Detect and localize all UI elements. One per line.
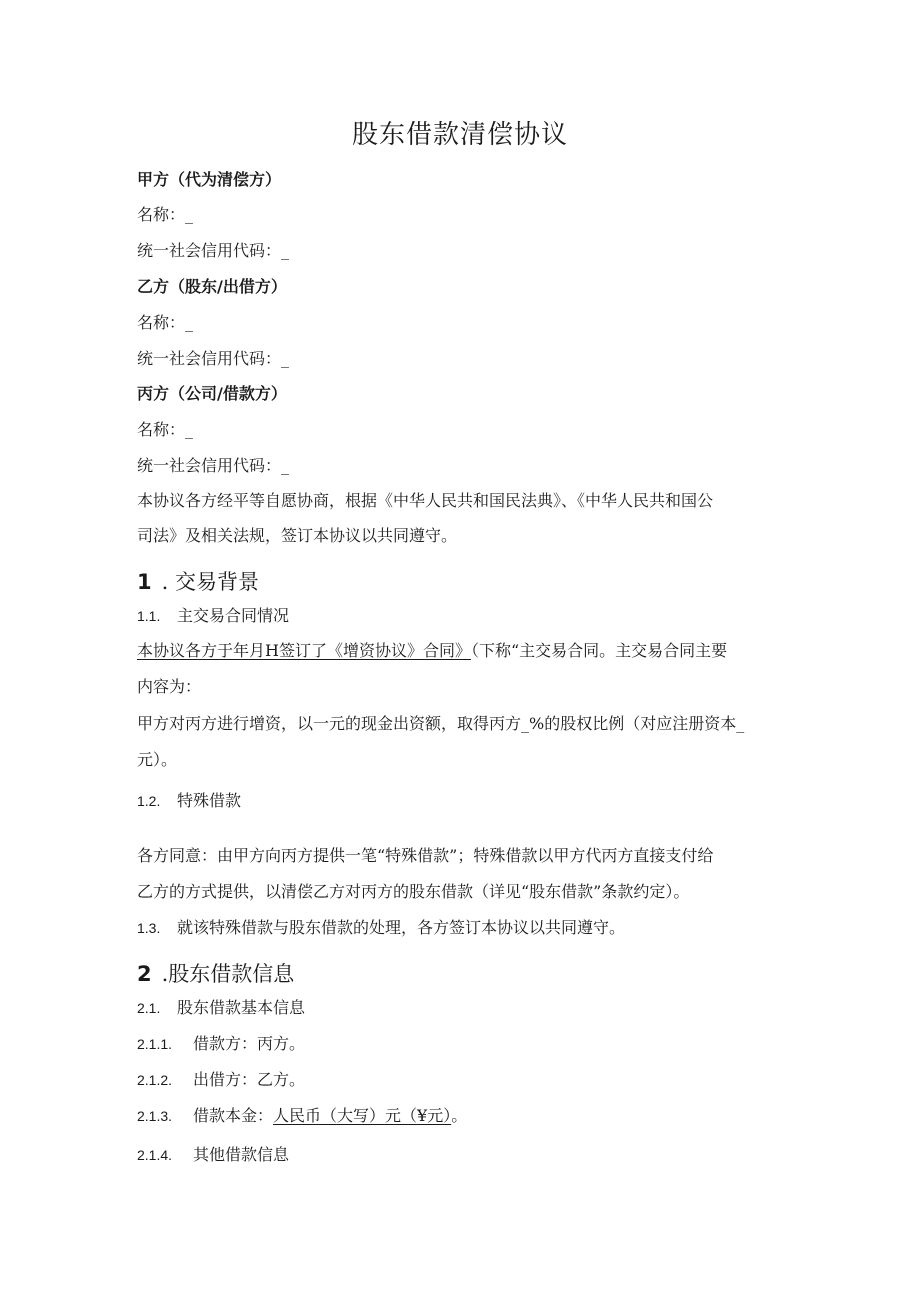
clause-1-1-paragraph-2-line-2: 元）。 [137, 750, 178, 769]
clause-2-1-3-suffix: 。 [451, 1106, 468, 1125]
clause-1-2 [137, 791, 241, 811]
clause-1-1-paragraph-1-line-2: 内容为： [137, 677, 202, 696]
clause-2-1-3-number: 2.1.3. [137, 1108, 173, 1124]
party-b-credit-code: 统一社会信用代码：_ [137, 349, 290, 368]
party-a-heading: 甲方（代为清偿方） [137, 170, 282, 189]
party-c-heading: 丙方（公司/借款方） [137, 384, 287, 403]
clause-2-1-number: 2.1. [137, 1000, 161, 1016]
party-b-name: 名称：_ [137, 313, 194, 332]
clause-2-1-1 [137, 1034, 305, 1054]
party-c-credit-code: 统一社会信用代码：_ [137, 456, 290, 475]
section-1-number: 1 [137, 570, 152, 594]
clause-2-1-4-text: 其他借款信息 [193, 1145, 290, 1164]
party-a-name: 名称：_ [137, 205, 194, 224]
clause-1-1-title: 主交易合同情况 [177, 606, 290, 625]
main-contract-rest: （下称“主交易合同。主交易合同主要 [470, 641, 728, 660]
preamble-line-2: 司法》及相关法规，签订本协议以共同遵守。 [137, 526, 458, 545]
loan-principal-amount: 人民币（大写）元（¥元） [273, 1106, 452, 1125]
clause-1-3 [137, 918, 625, 938]
clause-2-1-2-text: 出借方：乙方。 [193, 1070, 306, 1089]
clause-1-2-title: 特殊借款 [177, 791, 242, 810]
clause-1-3-text: 就该特殊借款与股东借款的处理，各方签订本协议以共同遵守。 [177, 918, 626, 937]
clause-2-1-4-number: 2.1.4. [137, 1147, 173, 1163]
clause-1-1-number: 1.1. [137, 608, 161, 624]
main-contract-reference: 本协议各方于年月H签订了《增资协议》合同》 [137, 641, 471, 660]
clause-1-1 [137, 606, 289, 626]
clause-2-1-3-prefix: 借款本金： [193, 1106, 274, 1125]
party-a-credit-code: 统一社会信用代码：_ [137, 241, 290, 260]
clause-1-1-paragraph-1 [137, 641, 727, 661]
section-2-title: .股东借款信息 [161, 962, 295, 986]
clause-1-2-number: 1.2. [137, 793, 161, 809]
clause-2-1-1-number: 2.1.1. [137, 1036, 173, 1052]
clause-2-1-1-text: 借款方：丙方。 [193, 1034, 306, 1053]
party-b-heading: 乙方（股东/出借方） [137, 277, 287, 296]
clause-1-3-number: 1.3. [137, 920, 161, 936]
preamble-line-1: 本协议各方经平等自愿协商，根据《中华人民共和国民法典》、《中华人民共和国公 [137, 491, 714, 510]
section-1-heading [137, 566, 259, 596]
clause-2-1-2 [137, 1070, 305, 1090]
party-c-name: 名称：_ [137, 420, 194, 439]
clause-2-1-title: 股东借款基本信息 [177, 998, 306, 1017]
clause-1-2-paragraph-line-1: 各方同意：由甲方向丙方提供一笔“特殊借款”；特殊借款以甲方代丙方直接支付给 [137, 846, 714, 865]
clause-2-1-4 [137, 1145, 289, 1165]
clause-2-1 [137, 998, 305, 1018]
section-1-title: . 交易背景 [161, 570, 259, 594]
document-title: 股东借款清偿协议 [351, 120, 568, 150]
clause-1-2-paragraph-line-2: 乙方的方式提供，以清偿乙方对丙方的股东借款（详见“股东借款”条款约定）。 [137, 882, 690, 901]
section-2-heading [137, 958, 294, 988]
clause-1-1-paragraph-2-line-1: 甲方对丙方进行增资，以一元的现金出资额，取得丙方_%的股权比例（对应注册资本_ [137, 714, 745, 733]
clause-2-1-2-number: 2.1.2. [137, 1072, 173, 1088]
clause-2-1-3 [137, 1106, 467, 1126]
section-2-number: 2 [137, 962, 152, 986]
